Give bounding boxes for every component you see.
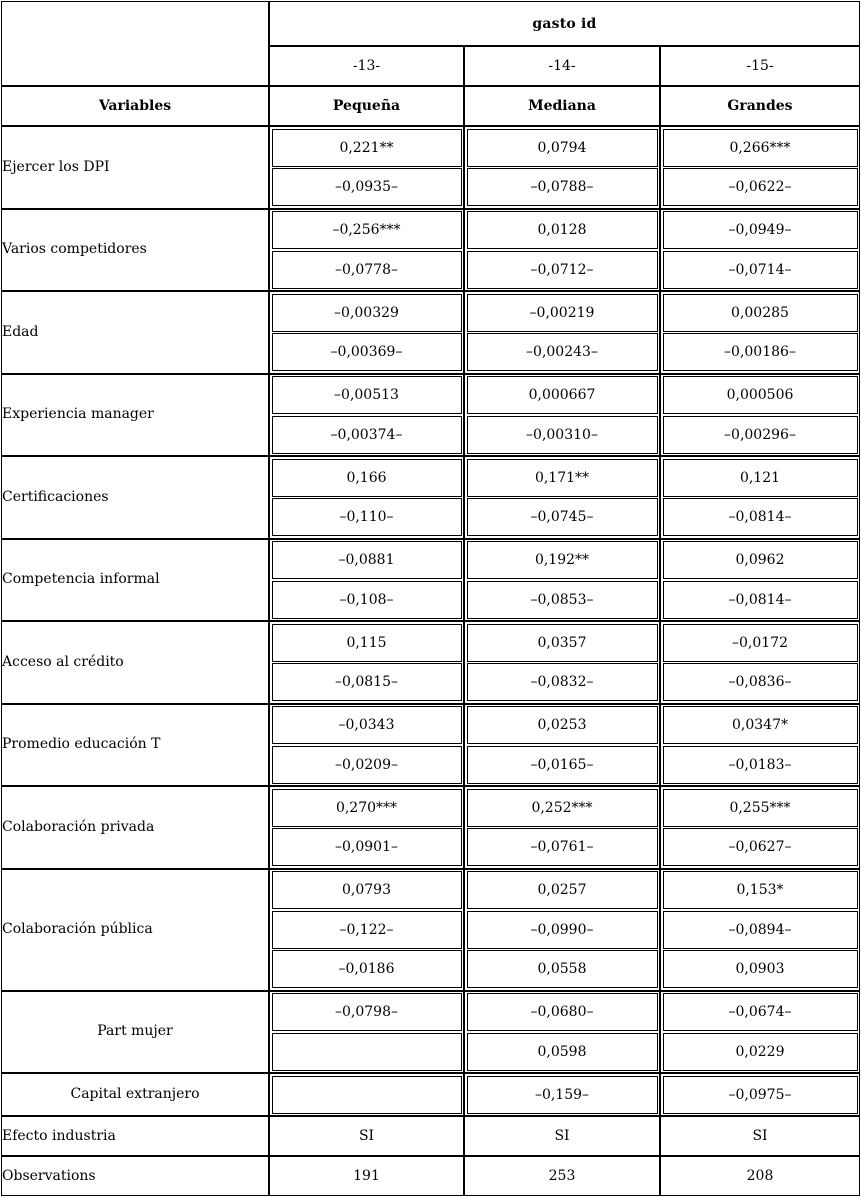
std-error-cell: –0,0894– <box>663 911 858 949</box>
variable-label: Varios competidores <box>1 209 269 292</box>
data-cell <box>464 374 660 457</box>
value-stack <box>661 129 859 207</box>
std-error-cell: –0,0853– <box>467 581 658 619</box>
std-error-cell: –0,0714– <box>663 251 858 289</box>
data-cell: 208 <box>660 1156 860 1196</box>
data-cell <box>660 209 860 292</box>
table-row <box>1 1073 860 1116</box>
column-header-1: Variables <box>1 86 269 126</box>
variable-label: Experiencia manager <box>1 374 269 457</box>
column-header-4: Grandes <box>660 86 860 126</box>
coefficient-cell: –0,0798– <box>272 993 462 1031</box>
value-stack <box>465 1076 659 1114</box>
std-error-cell: 0,0229 <box>663 1033 858 1071</box>
model-number-1: -13- <box>269 46 464 86</box>
coefficient-cell: 0,00285 <box>663 294 858 332</box>
std-error-cell: –0,0901– <box>272 828 462 866</box>
value-stack <box>270 624 463 702</box>
std-error-cell: 0,0598 <box>467 1033 658 1071</box>
std-error-cell: –0,122– <box>272 911 462 949</box>
variable-label: Ejercer los DPI <box>1 126 269 209</box>
data-cell <box>269 1073 464 1116</box>
table-row <box>1 1116 860 1156</box>
value-stack <box>661 1076 859 1114</box>
coefficient-cell: 0,0347* <box>663 706 858 744</box>
std-error-cell: –0,0165– <box>467 746 658 784</box>
std-error-cell: 0,0903 <box>663 950 858 988</box>
variable-label: Competencia informal <box>1 539 269 622</box>
coefficient-cell: 0,252*** <box>467 789 658 827</box>
value-stack <box>465 211 659 289</box>
coefficient-cell: 0,166 <box>272 459 462 497</box>
value-stack <box>661 294 859 372</box>
table-row <box>1 126 860 209</box>
value-stack <box>661 993 859 1071</box>
data-cell <box>464 991 660 1074</box>
std-error-cell: –0,110– <box>272 498 462 536</box>
data-cell <box>660 704 860 787</box>
table-row <box>1 621 860 704</box>
coefficient-cell: –0,00329 <box>272 294 462 332</box>
value-stack <box>465 789 659 867</box>
value-stack <box>661 541 859 619</box>
std-error-cell: –0,0788– <box>467 168 658 206</box>
data-cell <box>269 456 464 539</box>
coefficient-cell: –0,0975– <box>663 1076 858 1114</box>
data-cell <box>464 1073 660 1116</box>
variable-label: Edad <box>1 291 269 374</box>
variable-label: Colaboración pública <box>1 869 269 991</box>
std-error-cell: –0,0778– <box>272 251 462 289</box>
data-cell <box>464 869 660 991</box>
value-stack <box>270 211 463 289</box>
data-cell <box>660 291 860 374</box>
value-stack <box>661 459 859 537</box>
data-cell <box>269 209 464 292</box>
value-stack <box>661 211 859 289</box>
data-cell <box>464 621 660 704</box>
header-row-group <box>1 1 860 46</box>
data-cell <box>660 374 860 457</box>
variable-label: Capital extranjero <box>1 1073 269 1116</box>
coefficient-cell <box>272 1076 462 1114</box>
data-cell <box>269 291 464 374</box>
value-stack <box>270 459 463 537</box>
coefficient-cell: 0,0962 <box>663 541 858 579</box>
coefficient-cell: –0,00219 <box>467 294 658 332</box>
coefficient-cell: 0,153* <box>663 871 858 909</box>
coefficient-cell: 0,270*** <box>272 789 462 827</box>
stats-table-container <box>0 1 861 1198</box>
coefficient-cell: 0,000667 <box>467 376 658 414</box>
data-cell <box>660 869 860 991</box>
coefficient-cell: 0,171** <box>467 459 658 497</box>
column-header-2: Pequeña <box>269 86 464 126</box>
std-error-cell: –0,0935– <box>272 168 462 206</box>
data-cell <box>464 126 660 209</box>
coefficient-cell: 0,255*** <box>663 789 858 827</box>
table-row <box>1 539 860 622</box>
std-error-cell: –0,00296– <box>663 416 858 454</box>
value-stack <box>661 789 859 867</box>
std-error-cell: –0,0627– <box>663 828 858 866</box>
data-cell <box>464 704 660 787</box>
data-cell <box>464 209 660 292</box>
data-cell <box>464 786 660 869</box>
std-error-cell: –0,0814– <box>663 581 858 619</box>
variable-label: Certificaciones <box>1 456 269 539</box>
coefficient-cell: 0,221** <box>272 129 462 167</box>
table-body <box>1 1 860 1196</box>
data-cell <box>660 1073 860 1116</box>
value-stack <box>270 706 463 784</box>
value-stack <box>465 706 659 784</box>
variable-label: Acceso al crédito <box>1 621 269 704</box>
std-error-cell: –0,0209– <box>272 746 462 784</box>
coefficient-cell: –0,0881 <box>272 541 462 579</box>
data-cell <box>464 456 660 539</box>
coefficient-cell: –0,159– <box>467 1076 658 1114</box>
std-error-cell: –0,0712– <box>467 251 658 289</box>
data-cell <box>660 126 860 209</box>
value-stack <box>661 376 859 454</box>
data-cell <box>660 456 860 539</box>
group-header-cell: gasto id <box>269 1 860 46</box>
table-row <box>1 291 860 374</box>
data-cell <box>269 374 464 457</box>
data-cell <box>269 991 464 1074</box>
header-row-columns <box>1 86 860 126</box>
std-error-cell: –0,0622– <box>663 168 858 206</box>
data-cell <box>660 621 860 704</box>
coefficient-cell: 0,121 <box>663 459 858 497</box>
coefficient-cell: –0,0674– <box>663 993 858 1031</box>
value-stack <box>270 129 463 207</box>
data-cell: SI <box>269 1116 464 1156</box>
value-stack <box>465 993 659 1071</box>
value-stack <box>270 789 463 867</box>
std-error-cell: 0,0558 <box>467 950 658 988</box>
value-stack <box>270 541 463 619</box>
data-cell <box>269 704 464 787</box>
data-cell <box>269 869 464 991</box>
value-stack <box>661 624 859 702</box>
coefficient-cell: 0,0257 <box>467 871 658 909</box>
data-cell: 191 <box>269 1156 464 1196</box>
data-cell <box>269 126 464 209</box>
value-stack <box>465 541 659 619</box>
value-stack <box>465 459 659 537</box>
variable-label: Promedio educación T <box>1 704 269 787</box>
value-stack <box>465 129 659 207</box>
std-error-cell: –0,0815– <box>272 663 462 701</box>
std-error-cell: –0,0990– <box>467 911 658 949</box>
coefficient-cell: 0,266*** <box>663 129 858 167</box>
value-stack <box>465 624 659 702</box>
table-row <box>1 374 860 457</box>
coefficient-cell: 0,000506 <box>663 376 858 414</box>
model-number-2: -14- <box>464 46 660 86</box>
coefficient-cell: 0,115 <box>272 624 462 662</box>
variable-label: Part mujer <box>1 991 269 1074</box>
value-stack <box>270 294 463 372</box>
value-stack <box>661 871 859 988</box>
variable-label: Efecto industria <box>1 1116 269 1156</box>
value-stack <box>270 1076 463 1114</box>
value-stack <box>270 376 463 454</box>
data-cell: SI <box>464 1116 660 1156</box>
coefficient-cell: –0,256*** <box>272 211 462 249</box>
std-error-cell: –0,00310– <box>467 416 658 454</box>
std-error-cell: –0,00243– <box>467 333 658 371</box>
table-row <box>1 869 860 991</box>
table-row <box>1 704 860 787</box>
regression-results-table <box>1 1 860 1196</box>
coefficient-cell: –0,0343 <box>272 706 462 744</box>
table-row <box>1 1156 860 1196</box>
value-stack <box>465 376 659 454</box>
value-stack <box>465 871 659 988</box>
data-cell <box>660 786 860 869</box>
value-stack <box>270 993 463 1071</box>
coefficient-cell: –0,0680– <box>467 993 658 1031</box>
coefficient-cell: 0,0793 <box>272 871 462 909</box>
std-error-cell: –0,00186– <box>663 333 858 371</box>
value-stack <box>270 871 463 988</box>
variable-label: Colaboración privada <box>1 786 269 869</box>
std-error-cell: –0,108– <box>272 581 462 619</box>
coefficient-cell: –0,0949– <box>663 211 858 249</box>
coefficient-cell: 0,192** <box>467 541 658 579</box>
std-error-cell: –0,0183– <box>663 746 858 784</box>
data-cell: 253 <box>464 1156 660 1196</box>
table-row <box>1 991 860 1074</box>
std-error-cell: –0,0836– <box>663 663 858 701</box>
std-error-cell: –0,0186 <box>272 950 462 988</box>
table-row <box>1 786 860 869</box>
data-cell <box>660 991 860 1074</box>
corner-blank-cell <box>1 1 269 86</box>
coefficient-cell: 0,0357 <box>467 624 658 662</box>
coefficient-cell: –0,00513 <box>272 376 462 414</box>
model-number-3: -15- <box>660 46 860 86</box>
table-row <box>1 209 860 292</box>
column-header-3: Mediana <box>464 86 660 126</box>
value-stack <box>661 706 859 784</box>
std-error-cell: –0,00369– <box>272 333 462 371</box>
data-cell <box>269 621 464 704</box>
std-error-cell: –0,0761– <box>467 828 658 866</box>
std-error-cell: –0,00374– <box>272 416 462 454</box>
coefficient-cell: 0,0794 <box>467 129 658 167</box>
data-cell <box>464 539 660 622</box>
data-cell <box>269 786 464 869</box>
value-stack <box>465 294 659 372</box>
std-error-cell: –0,0832– <box>467 663 658 701</box>
data-cell <box>660 539 860 622</box>
coefficient-cell: 0,0128 <box>467 211 658 249</box>
std-error-cell <box>272 1033 462 1071</box>
coefficient-cell: –0,0172 <box>663 624 858 662</box>
data-cell: SI <box>660 1116 860 1156</box>
variable-label: Observations <box>1 1156 269 1196</box>
data-cell <box>464 291 660 374</box>
std-error-cell: –0,0745– <box>467 498 658 536</box>
std-error-cell: –0,0814– <box>663 498 858 536</box>
table-row <box>1 456 860 539</box>
data-cell <box>269 539 464 622</box>
coefficient-cell: 0,0253 <box>467 706 658 744</box>
